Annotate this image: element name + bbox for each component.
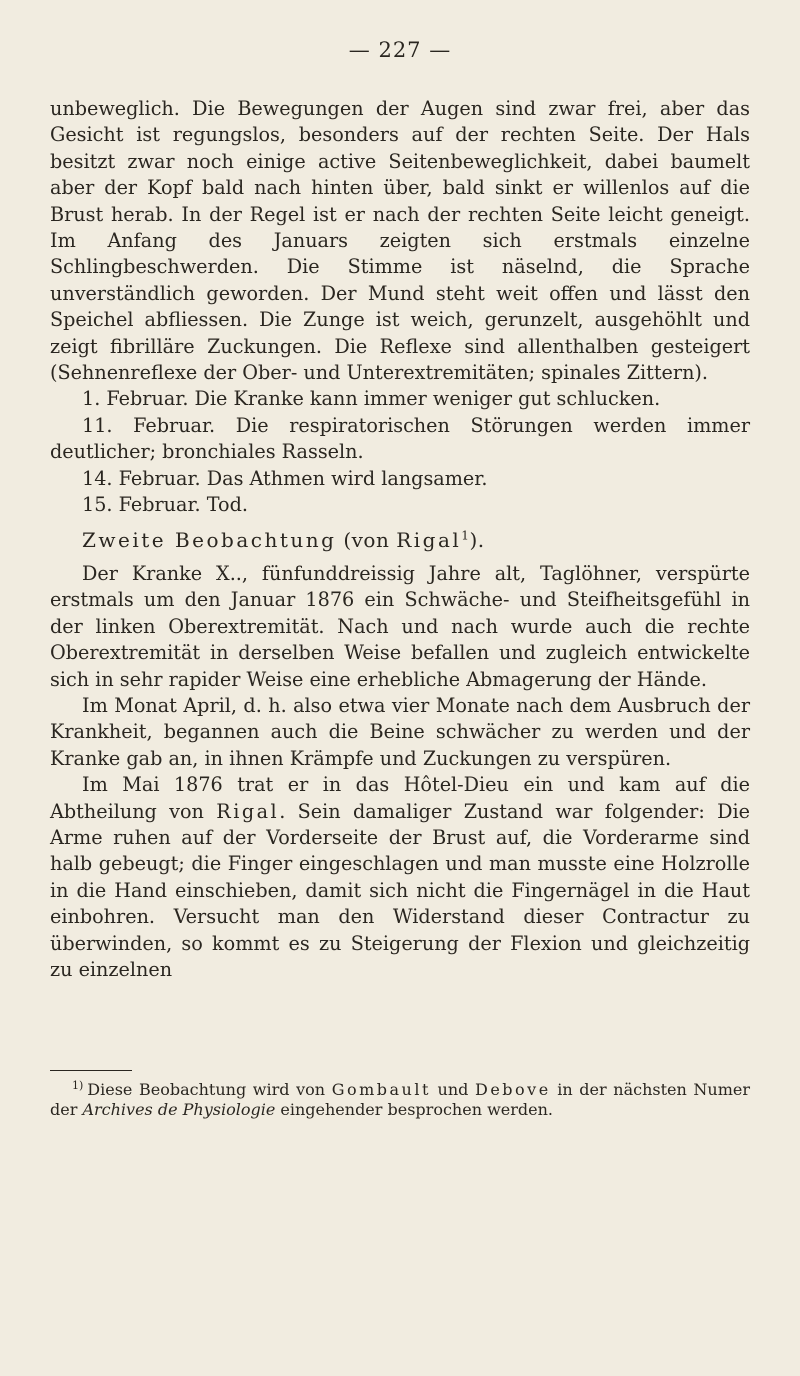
paragraph: 1. Februar. Die Kranke kann immer weniger gut schlucken. (82, 387, 661, 411)
paragraph: Der Kranke X.., fünfunddreissig Jahre alt, Taglöhner, verspürte erstmals um den Januar 1876 ein Schwäche- und Steifheitsgefühl in der linken Oberextremität. Nach und nach wurde auch die rechte Oberextremität in derselben Weise befallen und zugleich entwickelte sich in sehr rapider Weise eine erhebliche Abmagerung der Hände. (50, 561, 750, 691)
paragraph: 15. Februar. Tod. (82, 493, 248, 517)
paragraph (50, 772, 750, 983)
footnote-text (50, 1080, 750, 1120)
paragraph: unbeweglich. Die Bewegungen der Augen sind zwar frei, aber das Gesicht ist regungslos, besonders auf der rechten Seite. Der Hals besitzt zwar noch einige active Seitenbeweglichkeit, dabei baumelt aber der Kopf bald nach hinten über, bald sinkt er willenlos auf die Brust herab. In der Regel ist er nach der rechten Seite leicht geneigt. Im Anfang des Januars zeigten sich erstmals einzelne Schlingbeschwerden. Die Stimme ist näselnd, die Sprache unverständlich geworden. Der Mund steht weit offen und lässt den Speichel abfliessen. Die Zunge ist weich, gerunzelt, ausgehöhlt und zeigt fibrilläre Zuckungen. Die Reflexe sind allenthalben gesteigert (Sehnenreflexe der Ober- und Unterextremitäten; spinales Zittern). (50, 97, 750, 385)
paragraph: 11. Februar. Die respiratorischen Störungen werden immer deutlicher; bronchiales Rasseln. (50, 413, 750, 464)
footnote-mark: 1) (72, 1078, 84, 1092)
page-number: — 227 — (348, 38, 452, 62)
footnote-divider (50, 1070, 132, 1071)
footnote-segment: eingehender besprochen werden. (275, 1100, 553, 1119)
person-name: Gombault (331, 1080, 431, 1099)
paragraph: Im Monat April, d. h. also etwa vier Monate nach dem Ausbruch der Krankheit, begannen auch die Beine schwächer zu werden und der Kranke gab an, in ihnen Krämpfe und Zuckungen zu verspüren. (50, 693, 750, 770)
section-paren-open: (von (343, 527, 397, 552)
footnote-reference[interactable]: 1 (461, 527, 470, 542)
journal-title: Archives de Physiologie (82, 1100, 276, 1119)
footnote-segment: und (430, 1080, 475, 1099)
body-text (50, 96, 750, 983)
paragraph-text: . Sein damaliger Zustand war folgender: Die Arme ruhen auf der Vorderseite der Brust auf, die Vorderarme sind halb gebeugt; die Finger eingeschlagen und man musste eine Holzrolle in die Hand einschieben, damit sich nicht die Fingernägel in die Haut einbohren. Versucht man den Widerstand dieser Contractur zu überwinden, so kommt es zu Steigerung der Flexion und gleichzeitig zu einzelnen (50, 799, 750, 981)
section-title: Zweite Beobachtung (82, 527, 337, 552)
person-name: Rigal (216, 799, 280, 823)
section-paren-close: ). (469, 527, 485, 552)
section-author: Rigal (396, 527, 462, 552)
footnote (50, 1080, 750, 1120)
section-heading (50, 527, 750, 553)
person-name: Debove (474, 1080, 551, 1099)
paragraph: 14. Februar. Das Athmen wird langsamer. (82, 466, 488, 490)
footnote-segment: Diese Beobachtung wird von (87, 1080, 332, 1099)
footnote-segment: in der nächsten Numer der (50, 1080, 750, 1119)
paragraph-text: Im Mai 1876 trat er in das Hôtel-Dieu ein und kam auf die Abtheilung von (50, 773, 750, 823)
